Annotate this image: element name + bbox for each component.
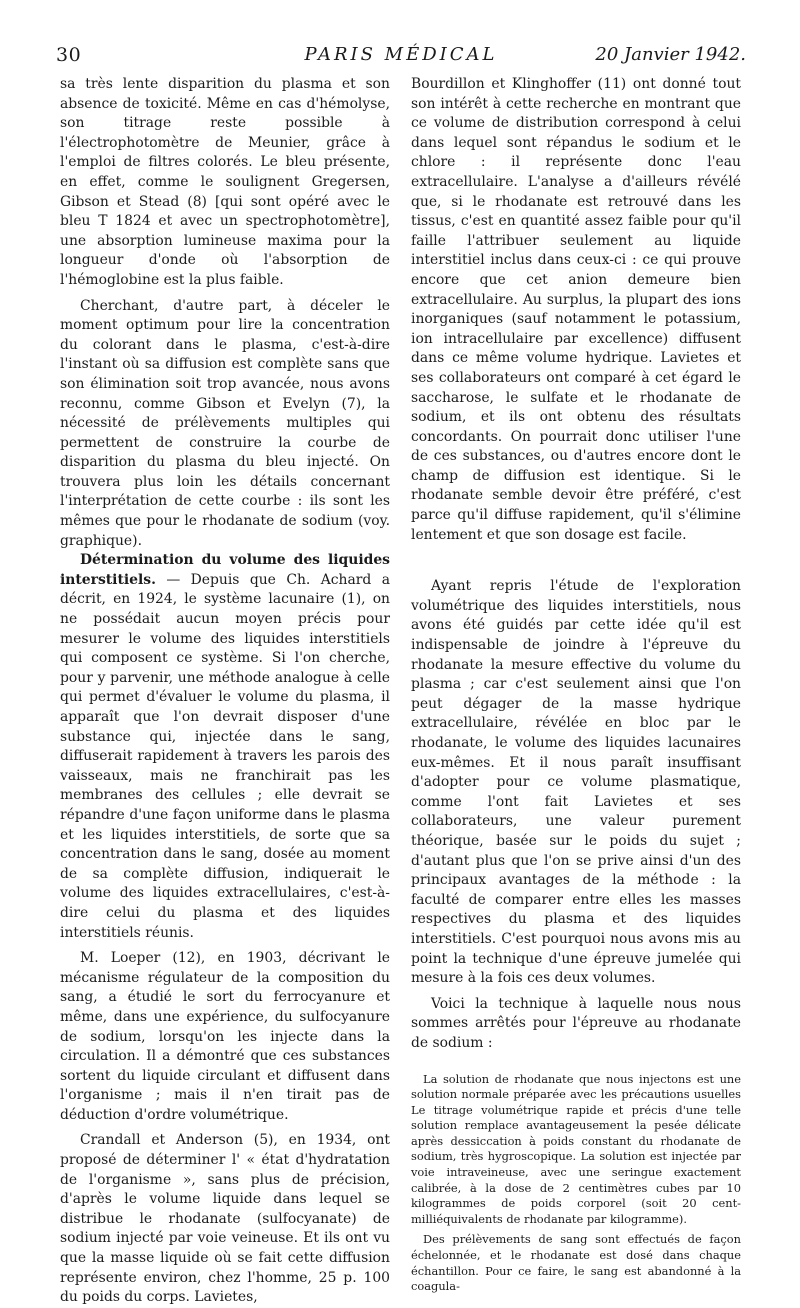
page-number: 30: [56, 44, 82, 66]
paragraph-with-heading: [60, 551, 390, 943]
paragraph: sa très lente disparition du plasma et son absence de toxicité. Même en cas d'hémolyse, son titrage reste possible à l'électrophotomètre de Meunier, grâce à l'emploi de filtres colorés. Le bleu présente, en effet, comme le soulignent Gregersen, Gibson et Stead (8) [qui sont opéré avec le bleu T 1824 et avec un spectrophotomètre], une absorption lumineuse maxima pour la longueur d'onde où l'absorption de l'hémoglobine est la plus faible.: [60, 76, 390, 288]
paragraph: Bourdillon et Klinghoffer (11) ont donné tout son intérêt à cette recherche en montrant que ce volume de distribution correspond à celui dans lequel sont répandus le sodium et le chlore : il représente donc l'eau extracellulaire. L'analyse a d'ailleurs révélé que, si le rhodanate est retrouvé dans les tissus, c'est en quantité assez faible pour qu'il faille l'attribuer seulement au liquide interstitiel inclus dans ceux-ci : ce qui prouve encore que cet anion demeure bien extracellulaire. Au surplus, la plupart des ions inorganiques (sauf notamment le potassium, ion intracellulaire par excellence) diffusent dans ce même volume hydrique. Lavietes et ses collaborateurs ont comparé à cet égard le saccharose, le sulfate et le rhodanate de sodium, et ils ont obtenu des résultats concordants. On pourrait donc utiliser l'une de ces substances, ou d'autres encore dont le champ de diffusion est identique. Si le rhodanate semble devoir être préféré, c'est parce qu'il diffuse rapidement, qu'il s'élimine lentement et que son dosage est facile.: [411, 76, 741, 543]
paragraph: Crandall et Anderson (5), en 1934, ont proposé de déterminer l' « état d'hydratation de l'organisme », sans plus de précision, d'après le volume liquide dans lequel se distribue le rhodanate (sulfocyanate) de sodium injecté par voie veineuse. Et ils ont vu que la masse liquide où se fait cette diffusion représente environ, chez l'homme, 25 p. 100 du poids du corps. Lavietes,: [60, 1132, 390, 1306]
section-heading: Détermination du volume des liquides interstitiels.: [60, 552, 390, 588]
paragraph: Cherchant, d'autre part, à déceler le moment optimum pour lire la concentration du colorant dans le plasma, c'est-à-dire l'instant où sa diffusion est complète sans que son élimination soit trop avancée, nous avons reconnu, comme Gibson et Evelyn (7), la nécessité de prélèvements multiples qui permettent de construire la courbe de disparition du plasma du bleu injecté. On trouvera plus loin les détails concernant l'interprétation de cette courbe : ils sont les mêmes que pour le rhodanate de sodium (voy. graphique).: [60, 297, 390, 549]
paragraph: Ayant repris l'étude de l'exploration volumétrique des liquides interstitiels, nous avons été guidés par cette idée qu'il est indispensable de joindre à l'épreuve du rhodanate la mesure effective du volume du plasma ; car c'est seulement ainsi que l'on peut dégager de la masse hydrique extracellulaire, révélée en bloc par le rhodanate, le volume des liquides lacunaires eux-mêmes. Et il nous paraît insuffisant d'adopter pour ce volume plasmatique, comme l'ont fait Lavietes et ses collaborateurs, une valeur purement théorique, basée sur le poids du sujet ; d'autant plus que l'on se prive ainsi d'un des principaux avantages de la méthode : la faculté de comparer entre elles les masses respectives du plasma et des liquides interstitiels. C'est pourquoi nous avons mis au point la technique d'une épreuve jumelée qui mesure à la fois ces deux volumes.: [411, 578, 741, 987]
page-header: [56, 44, 746, 72]
paragraph-text: — Depuis que Ch. Achard a décrit, en 1924, le système lacunaire (1), on ne possédait aucun moyen précis pour mesurer le volume des liquides interstitiels qui composent ce système. Si l'on cherche, pour y parvenir, une méthode analogue à celle qui permet d'évaluer le volume du plasma, il apparaît que l'on devrait disposer d'une substance qui, injectée dans le sang, diffuserait rapidement à travers les parois des vaisseaux, mais ne franchirait pas les membranes des cellules ; elle devrait se répandre d'une façon uniforme dans le plasma et les liquides interstitiels, de sorte que sa concentration dans le sang, dosée au moment de sa complète diffusion, indiquerait le volume des liquides extracellulaires, c'est-à-dire celui du plasma et des liquides interstitiels réunis.: [60, 571, 390, 941]
issue-date: 20 Janvier 1942.: [595, 44, 746, 65]
technique-note: [411, 1072, 741, 1295]
paragraph: M. Loeper (12), en 1903, décrivant le mécanisme régulateur de la composition du sang, a étudié le sort du ferrocyanure et même, dans une expérience, du sulfocyanure de sodium, lorsqu'on les injecte dans la circulation. Il a démontré que ces substances sortent du liquide circulant et diffusent dans l'organisme ; mais il n'en tirait pas de déduction d'ordre volumétrique.: [60, 950, 390, 1123]
left-column: [60, 75, 390, 1308]
journal-title: PARIS MÉDICAL: [304, 44, 498, 65]
paragraph: Voici la technique à laquelle nous nous sommes arrêtés pour l'épreuve au rhodanate de sodium :: [411, 995, 741, 1051]
right-column: [411, 75, 741, 1295]
note-paragraph: Des prélèvements de sang sont effectués de façon échelonnée, et le rhodanate est dosé dans chaque échantillon. Pour ce faire, le sang est abandonné à la coagula-: [411, 1232, 741, 1294]
note-paragraph: La solution de rhodanate que nous injectons est une solution normale préparée avec les précautions usuelles Le titrage volumétrique rapide et précis d'une telle solution remplace avantageusement la pesée délicate après dessiccation à poids constant du rhodanate de sodium, très hygroscopique. La solution est injectée par voie intraveineuse, avec une seringue exactement calibrée, à la dose de 2 centimètres cubes par 10 kilogrammes de poids corporel (soit 20 cent-milliéquivalents de rhodanate par kilogramme).: [411, 1071, 741, 1226]
